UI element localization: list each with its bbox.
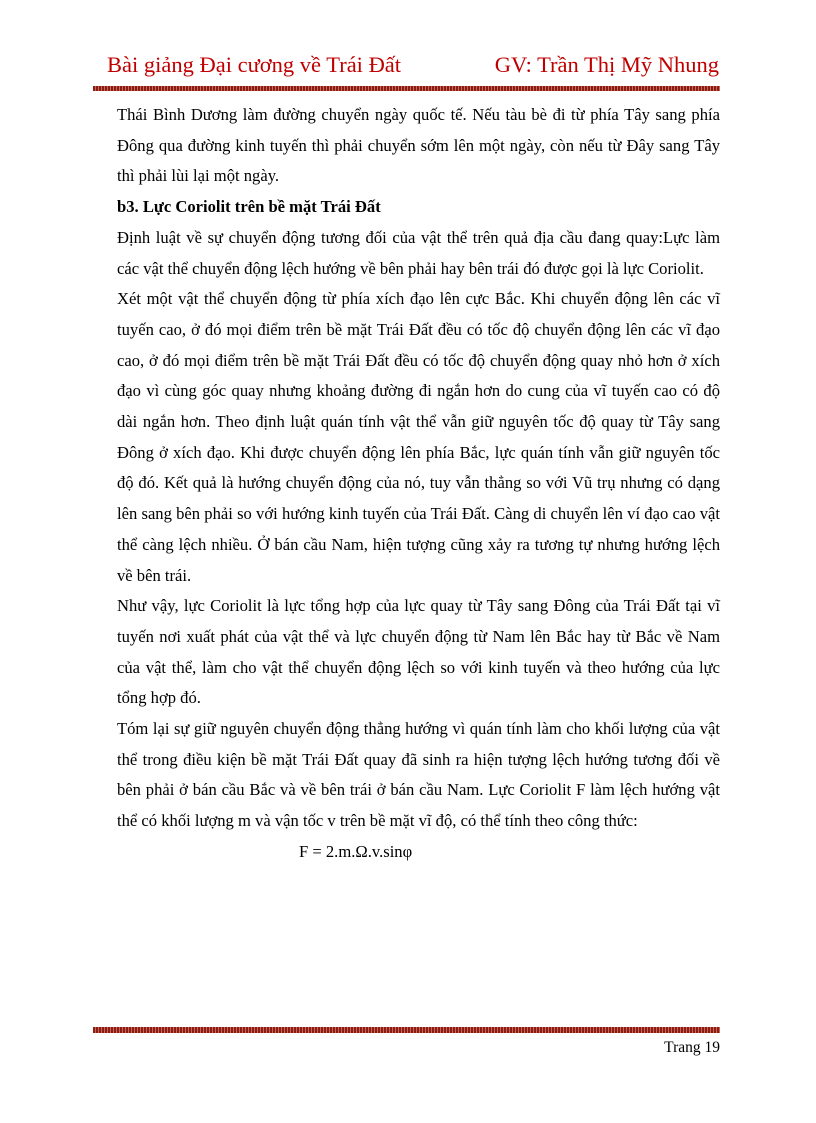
header-divider (93, 86, 720, 91)
paragraph-coriolis-summary: Như vậy, lực Coriolit là lực tổng hợp của lực quay từ Tây sang Đông của Trái Đất tại vĩ tuyến nơi xuất phát của vật thể và lực chuyển động từ Nam lên Bắc hay từ Bắc về Nam của vật thể, làm cho vật thể chuyển động lệch so với kinh tuyến và theo hướng của lực tổng hợp đó. (117, 596, 720, 708)
footer-divider (93, 1027, 720, 1033)
lecturer-name: GV: Trần Thị Mỹ Nhung (494, 52, 719, 77)
paragraph-date-line: Thái Bình Dương làm đường chuyển ngày quốc tế. Nếu tàu bè đi từ phía Tây sang phía Đông qua đường kinh tuyến thì phải chuyển sớm lên một ngày, còn nếu từ Đây sang Tây thì phải lùi lại một ngày. (117, 105, 720, 186)
paragraph-coriolis-definition: Định luật về sự chuyển động tương đối của vật thể trên quả địa cầu đang quay:Lực làm các vật thể chuyển động lệch hướng về bên phải hay bên trái đó được gọi là lực Coriolit. (117, 227, 720, 278)
course-title: Bài giảng Đại cương về Trái Đất (107, 52, 402, 77)
page-content (117, 100, 720, 868)
paragraph-coriolis-conclusion: Tóm lại sự giữ nguyên chuyển động thẳng hướng vì quán tính làm cho khối lượng của vật thể trong điều kiện bề mặt Trái Đất quay đã sinh ra hiện tượng lệch hướng tương đối về bên phải ở bán cầu Bắc và về bên trái ở bán cầu Nam. Lực Coriolit F làm lệch hướng vật thể có khối lượng m và vận tốc v trên bề mặt vĩ độ, có thể tính theo công thức: (117, 719, 720, 831)
page-header (107, 50, 719, 80)
paragraph-coriolis-explanation: Xét một vật thể chuyển động từ phía xích đạo lên cực Bắc. Khi chuyển động lên các vĩ tuyến cao, ở đó mọi điểm trên bề mặt Trái Đất đều có tốc độ chuyển động lên các vĩ đạo cao, ở đó mọi điểm trên bề mặt Trái Đất đều có tốc độ chuyển động quay nhỏ hơn ở xích đạo vì cùng góc quay nhưng khoảng đường đi ngắn hơn do cung của vĩ tuyến cao có độ dài ngắn hơn. Theo định luật quán tính vật thể vẫn giữ nguyên tốc độ quay từ Tây sang Đông ở xích đạo. Khi được chuyển động lên phía Bắc, lực quán tính vẫn giữ nguyên tốc độ đó. Kết quả là hướng chuyển động của nó, tuy vẫn thẳng so với Vũ trụ nhưng có dạng lên sang bên phải so với hướng kinh tuyến của Trái Đất. Càng di chuyển lên ví đạo cao vật thể càng lệch nhiều. Ở bán cầu Nam, hiện tượng cũng xảy ra tương tự nhưng hướng lệch về bên trái. (117, 289, 720, 585)
section-heading: b3. Lực Coriolit trên bề mặt Trái Đất (117, 197, 381, 217)
page-number: Trang 19 (664, 1039, 720, 1056)
coriolis-formula: F = 2.m.Ω.v.sinφ (299, 841, 413, 861)
